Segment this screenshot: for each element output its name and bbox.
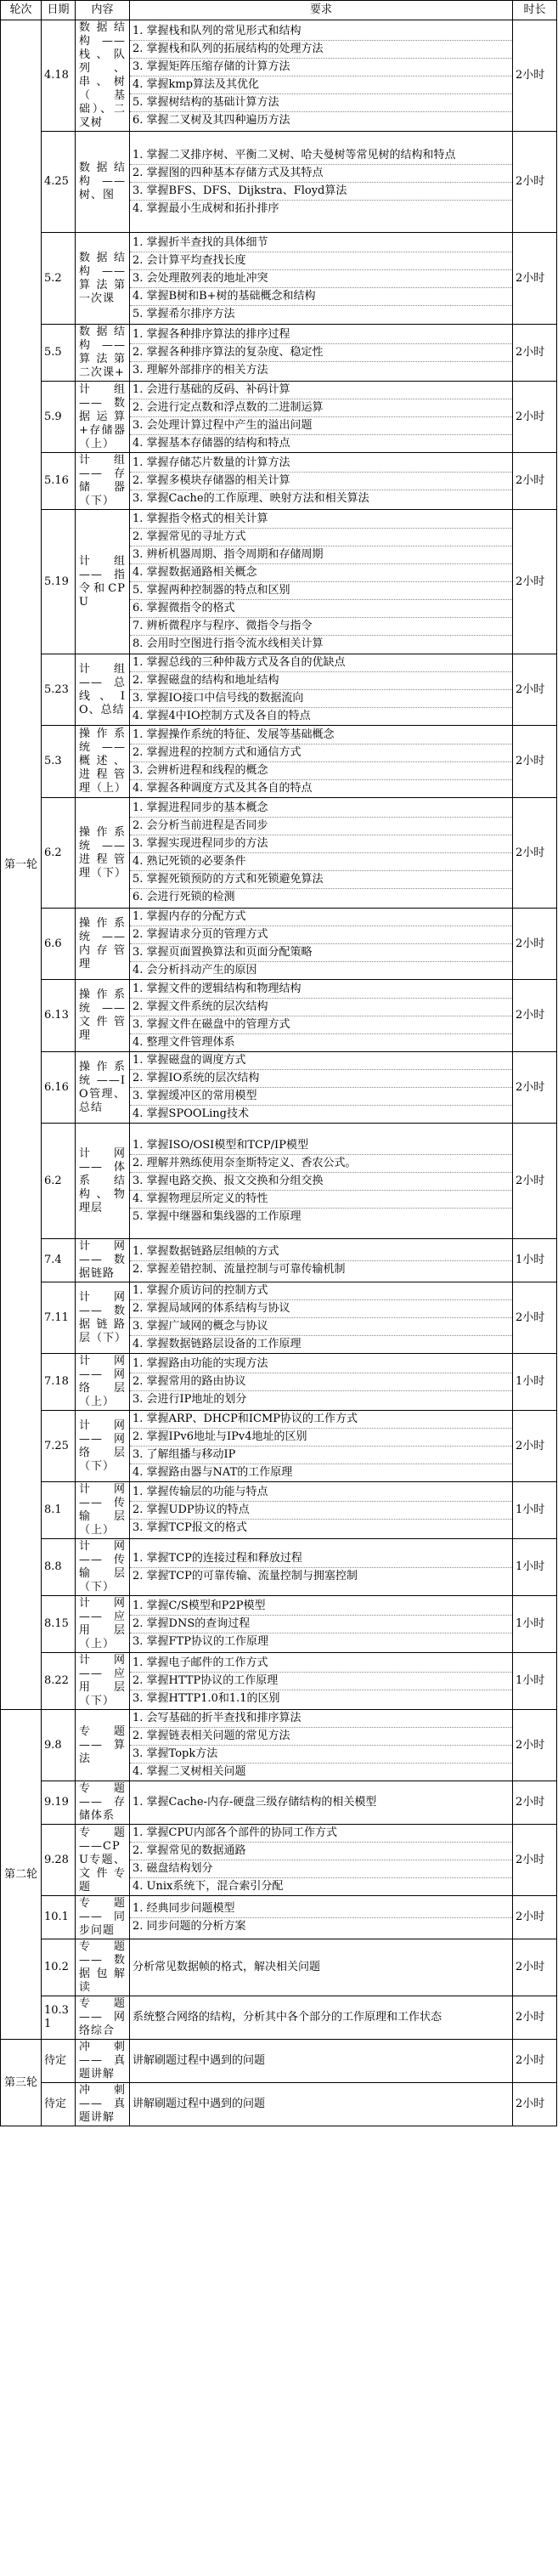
requirements-cell [130,1239,513,1282]
requirement-item: 2. 掌握进程的控制方式和通信方式 [130,744,512,762]
table-row [1,1939,557,1996]
date-cell: 9.19 [42,1781,76,1825]
duration-cell: 2小时 [513,1052,557,1124]
requirement-item: 3. 掌握页面置换算法和页面分配策略 [130,944,512,962]
content-cell: 专题——数据包解读 [76,1939,130,1996]
table-row [1,798,557,909]
duration-cell: 2小时 [513,1939,557,1996]
requirement-item: 2. 掌握常见的数据通路 [130,1843,512,1860]
requirement-item: 1. 掌握存储芯片数量的计算方法 [130,455,512,473]
requirement-item: 4. 掌握物理层所定义的特性 [130,1191,512,1209]
requirement-item: 4. 掌握SPOOLing技术 [132,1107,249,1120]
content-cell: 冲刺——真题讲解 [76,2083,130,2126]
requirement-item: 3. 会进行IP地址的划分 [132,1393,247,1406]
requirements-cell [130,726,513,798]
requirements-cell [130,1124,513,1239]
date-cell: 待定 [42,2040,76,2083]
requirement-item: 1. 掌握操作系统的特征、发展等基础概念 [130,727,512,744]
duration-cell: 1小时 [513,1239,557,1282]
table-row [1,510,557,654]
header-requirements: 要求 [130,1,513,20]
requirement-item: 1. 掌握折半查找的具体细节 [130,235,512,252]
requirement-item: 2. 同步问题的分析方案 [132,1919,246,1933]
requirement-item: 1. 掌握磁盘的调度方式 [130,1052,512,1070]
table-row [1,1482,557,1539]
requirement-item: 3. 掌握IO接口中信号线的数据流向 [130,690,512,708]
duration-cell: 2小时 [513,20,557,132]
requirement-item: 1. 掌握二叉排序树、平衡二叉树、哈夫曼树等常见树的结构和特点 [130,147,512,165]
content-cell: 专题——存储体系 [76,1781,130,1825]
duration-cell: 2小时 [513,2083,557,2126]
requirement-item: 5. 掌握两种控制器的特点和区别 [130,582,512,600]
content-cell: 计组——指令和CPU [76,510,130,654]
requirement-item: 4. 掌握数据链路层设备的工作原理 [132,1338,302,1350]
requirement-item: 5. 掌握中继器和集线器的工作原理 [132,1209,302,1223]
content-cell: 操作系统——IO管理、总结 [76,1052,130,1124]
date-cell: 7.4 [42,1239,76,1282]
requirements-cell [130,325,513,382]
requirement-item: 2. 理解并熟练使用奈奎斯特定义、香农公式。 [130,1155,512,1173]
requirement-item: 分析常见数据帧的格式，解决相关问题 [132,1961,321,1973]
table-row [1,1282,557,1354]
requirements-cell [130,453,513,510]
requirements-cell [130,1896,513,1939]
date-cell: 待定 [42,2083,76,2126]
requirement-item: 3. 掌握Topk方法 [130,1746,512,1764]
requirement-item: 3. 掌握BFS、DFS、Dijkstra、Floyd算法 [130,183,512,201]
requirement-item: 1. 掌握CPU内部各个部件的协同工作方式 [130,1825,512,1843]
requirement-item: 3. 会辨析进程和线程的概念 [130,762,512,780]
requirement-item: 2. 掌握栈和队列的拓展结构的处理方法 [130,41,512,59]
content-cell: 冲刺——真题讲解 [76,2040,130,2083]
duration-cell: 2小时 [513,132,557,233]
requirement-item: 2. 掌握各种排序算法的复杂度、稳定性 [130,344,512,362]
round-cell: 第二轮 [1,1710,42,2040]
requirement-item: 4. 掌握最小生成树和拓扑排序 [132,201,279,215]
table-row [1,1896,557,1939]
requirement-item: 讲解刷题过程中遇到的问题 [132,2054,266,2067]
date-cell: 5.2 [42,233,76,325]
requirements-cell [130,1710,513,1781]
requirements-cell [130,1539,513,1596]
duration-cell: 2小时 [513,382,557,453]
requirements-cell [130,1781,513,1825]
requirements-cell [130,20,513,132]
requirement-item: 3. 了解组播与移动IP [130,1447,512,1464]
content-cell: 操作系统——概述、进程管理（上） [76,726,130,798]
requirement-item: 3. 掌握文件在磁盘中的管理方式 [130,1016,512,1034]
date-cell: 6.2 [42,798,76,909]
duration-cell: 2小时 [513,453,557,510]
content-cell: 数据结构——算法第二次课+ [76,325,130,382]
table-row [1,1411,557,1482]
content-cell: 操作系统——文件管理 [76,980,130,1052]
header-duration: 时长 [513,1,557,20]
table-row [1,453,557,510]
content-cell: 计网——传输层（上） [76,1482,130,1539]
requirement-item: 1. 会进行基础的反码、补码计算 [130,382,512,399]
requirement-item: 2. 掌握UDP协议的特点 [130,1502,512,1520]
requirements-cell [130,1996,513,2040]
requirements-cell [130,2040,513,2083]
date-cell: 5.5 [42,325,76,382]
requirement-item: 1. 掌握ISO/OSI模型和TCP/IP模型 [130,1137,512,1155]
content-cell: 计网——体系结构、物理层 [76,1124,130,1239]
requirement-item: 6. 会进行死锁的检测 [132,891,235,903]
date-cell: 10.1 [42,1896,76,1939]
requirement-item: 2. 掌握链表相关问题的常见方法 [130,1728,512,1746]
requirement-item: 3. 掌握实现进程同步的方法 [130,835,512,853]
requirement-item: 2. 掌握磁盘的结构和地址结构 [130,672,512,690]
requirement-item: 1. 掌握栈和队列的常见形式和结构 [130,23,512,41]
requirement-item: 3. 会处理散列表的地址冲突 [130,270,512,288]
requirement-item: 1. 掌握路由功能的实现方法 [130,1356,512,1373]
duration-cell: 2小时 [513,726,557,798]
duration-cell: 1小时 [513,1539,557,1596]
duration-cell: 2小时 [513,1996,557,2040]
requirement-item: 2. 掌握差错控制、流量控制与可靠传输机制 [132,1262,346,1276]
requirement-item: 6. 掌握二叉树及其四种遍历方法 [132,113,290,127]
content-cell: 数据结构——算法第一次课 [76,233,130,325]
table-row [1,1124,557,1239]
requirement-item: 8. 会用时空图进行指令流水线相关计算 [132,637,324,650]
requirement-item: 1. 掌握总线的三种仲裁方式及各自的优缺点 [130,654,512,672]
duration-cell: 2小时 [513,2040,557,2083]
requirements-cell [130,1411,513,1482]
requirement-item: 1. 掌握传输层的功能与特点 [130,1484,512,1502]
requirement-item: 4. 掌握路由器与NAT的工作原理 [132,1466,293,1479]
requirement-item: 2. 掌握图的四种基本存储方式及其特点 [130,165,512,183]
header-row [1,1,557,20]
table-row [1,1596,557,1653]
content-cell: 计网——传输层（下） [76,1539,130,1596]
table-row [1,1653,557,1710]
table-row [1,233,557,325]
content-cell: 计网——网络层（下） [76,1411,130,1482]
date-cell: 5.19 [42,510,76,654]
requirement-item: 讲解刷题过程中遇到的问题 [132,2098,266,2110]
requirements-cell [130,1482,513,1539]
requirement-item: 4. 掌握数据通路相关概念 [130,564,512,582]
requirements-cell [130,233,513,325]
content-cell: 计组——总线、IO、总结 [76,654,130,726]
requirement-item: 5. 掌握希尔排序方法 [132,307,235,320]
table-row [1,1052,557,1124]
requirement-item: 3. 掌握缓冲区的常用模型 [130,1088,512,1106]
requirement-item: 4. 整理文件管理体系 [132,1035,235,1049]
table-row [1,726,557,798]
date-cell: 10.2 [42,1939,76,1996]
requirement-item: 4. 掌握B树和B+树的基础概念和结构 [130,288,512,306]
duration-cell: 2小时 [513,980,557,1052]
requirement-item: 1. 掌握指令格式的相关计算 [130,511,512,529]
requirement-item: 系统整合网络的结构，分析其中各个部分的工作原理和工作状态 [132,2011,442,2024]
requirement-item: 1. 掌握数据链路层组帧的方式 [130,1243,512,1261]
requirement-item: 2. 掌握文件系统的层次结构 [130,999,512,1016]
requirement-item: 6. 掌握微指令的格式 [130,600,512,618]
requirement-item: 2. 掌握常用的路由协议 [130,1373,512,1391]
date-cell: 8.15 [42,1596,76,1653]
requirement-item: 3. 辨析机器周期、指令周期和存储周期 [130,546,512,564]
requirement-item: 3. 会处理计算过程中产生的溢出问题 [130,417,512,435]
requirement-item: 1. 掌握介质访问的控制方式 [130,1282,512,1300]
date-cell: 6.6 [42,909,76,980]
requirement-item: 2. 掌握请求分页的管理方式 [130,926,512,944]
requirement-item: 2. 掌握IO系统的层次结构 [130,1070,512,1088]
date-cell: 8.22 [42,1653,76,1710]
requirement-item: 3. 磁盘结构划分 [130,1860,512,1878]
requirement-item: 4. 掌握二叉树相关问题 [132,1765,246,1778]
table-row [1,132,557,233]
requirements-cell [130,1354,513,1411]
table-row [1,1996,557,2040]
requirement-item: 2. 会分析当前进程是否同步 [130,818,512,835]
date-cell: 5.9 [42,382,76,453]
requirement-item: 1. 掌握电子邮件的工作方式 [130,1655,512,1673]
date-cell: 4.18 [42,20,76,132]
requirement-item: 4. 掌握kmp算法及其优化 [130,76,512,94]
content-cell: 计网——应用层（上） [76,1596,130,1653]
table-row [1,2083,557,2126]
duration-cell: 2小时 [513,1124,557,1239]
content-cell: 计网——数据链路 [76,1239,130,1282]
requirement-item: 1. 掌握进程同步的基本概念 [130,800,512,818]
requirement-item: 2. 掌握DNS的查询过程 [130,1616,512,1633]
table-row [1,20,557,132]
date-cell: 6.2 [42,1124,76,1239]
duration-cell: 2小时 [513,510,557,654]
requirements-cell [130,1596,513,1653]
date-cell: 8.1 [42,1482,76,1539]
table-row [1,382,557,453]
header-date: 日期 [42,1,76,20]
date-cell: 6.13 [42,980,76,1052]
requirement-item: 1. 经典同步问题模型 [130,1900,512,1918]
requirement-item: 3. 掌握Cache的工作原理、映射方法和相关算法 [132,492,369,505]
requirement-item: 3. 掌握TCP报文的格式 [132,1521,247,1534]
content-cell: 专题——网络综合 [76,1996,130,2040]
requirement-item: 2. 会进行定点数和浮点数的二进制运算 [130,399,512,417]
content-cell: 计网——数据链路层（下） [76,1282,130,1354]
requirements-cell [130,1653,513,1710]
date-cell: 9.8 [42,1710,76,1781]
requirement-item: 5. 掌握树结构的基础计算方法 [130,94,512,112]
table-row [1,1825,557,1896]
requirement-item: 4. 掌握基本存储器的结构和特点 [132,437,290,450]
requirements-cell [130,132,513,233]
content-cell: 操作系统——进程管理（下） [76,798,130,909]
duration-cell: 2小时 [513,1411,557,1482]
table-row [1,1710,557,1781]
table-row [1,909,557,980]
date-cell: 5.23 [42,654,76,726]
duration-cell: 2小时 [513,654,557,726]
content-cell: 操作系统——内存管理 [76,909,130,980]
requirement-item: 5. 掌握死锁预防的方式和死锁避免算法 [130,871,512,889]
table-row [1,1781,557,1825]
header-round: 轮次 [1,1,42,20]
requirement-item: 1. 会写基础的折半查找和排序算法 [130,1710,512,1728]
requirement-item: 4. 掌握4中IO控制方式及各自的特点 [132,710,311,722]
duration-cell: 1小时 [513,1653,557,1710]
table-row [1,654,557,726]
requirement-item: 3. 掌握矩阵压缩存储的计算方法 [130,59,512,76]
content-cell: 计组——存储器（下） [76,453,130,510]
date-cell: 7.25 [42,1411,76,1482]
requirements-cell [130,1939,513,1996]
requirement-item: 3. 掌握HTTP1.0和1.1的区别 [132,1692,280,1705]
date-cell: 5.3 [42,726,76,798]
content-cell: 数据结构——栈、队列、串、树（基础）、二叉树 [76,20,130,132]
duration-cell: 1小时 [513,1482,557,1539]
requirement-item: 2. 掌握TCP的可靠传输、流量控制与拥塞控制 [132,1569,358,1582]
content-cell: 计网——网络层（上） [76,1354,130,1411]
duration-cell: 1小时 [513,1354,557,1411]
round-cell: 第一轮 [1,20,42,1710]
requirement-item: 4. 会分析抖动产生的原因 [132,964,257,977]
requirements-cell [130,909,513,980]
requirement-item: 2. 掌握多模块存储器的相关计算 [130,473,512,490]
requirement-item: 4. 熟记死锁的必要条件 [130,853,512,871]
content-cell: 数据结构——树、图 [76,132,130,233]
requirement-item: 1. 掌握各种排序算法的排序过程 [130,326,512,344]
content-cell: 计组——数据运算+存储器（上） [76,382,130,453]
duration-cell: 2小时 [513,325,557,382]
requirement-item: 3. 理解外部排序的相关方法 [132,364,268,376]
date-cell: 8.8 [42,1539,76,1596]
requirement-item: 1. 掌握内存的分配方式 [130,909,512,926]
table-row [1,1239,557,1282]
requirement-item: 2. 掌握HTTP协议的工作原理 [130,1673,512,1690]
duration-cell: 2小时 [513,798,557,909]
requirement-item: 4. Unix系统下，混合索引分配 [132,1880,284,1893]
table-row [1,325,557,382]
round-cell: 第三轮 [1,2040,42,2126]
requirements-cell [130,382,513,453]
date-cell: 10.31 [42,1996,76,2040]
requirements-cell [130,2083,513,2126]
date-cell: 5.16 [42,453,76,510]
schedule-body [1,20,557,2126]
requirement-item: 1. 掌握TCP的连接过程和释放过程 [130,1550,512,1568]
content-cell: 专题——算法 [76,1710,130,1781]
duration-cell: 2小时 [513,1781,557,1825]
requirement-item: 2. 掌握常见的寻址方式 [130,529,512,546]
requirement-item: 1. 掌握文件的逻辑结构和物理结构 [130,981,512,999]
date-cell: 7.18 [42,1354,76,1411]
requirement-item: 1. 掌握C/S模型和P2P模型 [130,1598,512,1616]
requirements-cell [130,510,513,654]
requirements-cell [130,980,513,1052]
duration-cell: 2小时 [513,1710,557,1781]
duration-cell: 2小时 [513,1825,557,1896]
requirement-item: 1. 掌握Cache-内存-硬盘三级存储结构的相关模型 [132,1796,377,1809]
requirement-item: 4. 掌握各种调度方式及其各自的特点 [132,781,313,795]
requirement-item: 3. 掌握FTP协议的工作原理 [132,1635,268,1648]
requirement-item: 3. 掌握广域网的概念与协议 [130,1318,512,1336]
requirement-item: 2. 掌握IPv6地址与IPv4地址的区别 [130,1429,512,1447]
date-cell: 6.16 [42,1052,76,1124]
header-content: 内容 [76,1,130,20]
date-cell: 7.11 [42,1282,76,1354]
requirement-item: 7. 辨析微程序与程序、微指令与指令 [130,618,512,636]
requirements-cell [130,798,513,909]
requirement-item: 2. 掌握局域网的体系结构与协议 [130,1300,512,1318]
requirement-item: 2. 会计算平均查找长度 [130,252,512,270]
duration-cell: 2小时 [513,1282,557,1354]
table-row [1,2040,557,2083]
requirements-cell [130,654,513,726]
requirements-cell [130,1825,513,1896]
requirements-cell [130,1282,513,1354]
requirements-cell [130,1052,513,1124]
content-cell: 计网——应用层（下） [76,1653,130,1710]
table-row [1,1539,557,1596]
table-row [1,1354,557,1411]
duration-cell: 2小时 [513,909,557,980]
requirement-item: 1. 掌握ARP、DHCP和ICMP协议的工作方式 [130,1411,512,1429]
duration-cell: 1小时 [513,1596,557,1653]
requirement-item: 3. 掌握电路交换、报文交换和分组交换 [130,1173,512,1191]
content-cell: 专题——CPU专题、文件专题 [76,1825,130,1896]
date-cell: 4.25 [42,132,76,233]
table-row [1,980,557,1052]
duration-cell: 2小时 [513,233,557,325]
date-cell: 9.28 [42,1825,76,1896]
content-cell: 专题——同步问题 [76,1896,130,1939]
duration-cell: 2小时 [513,1896,557,1939]
